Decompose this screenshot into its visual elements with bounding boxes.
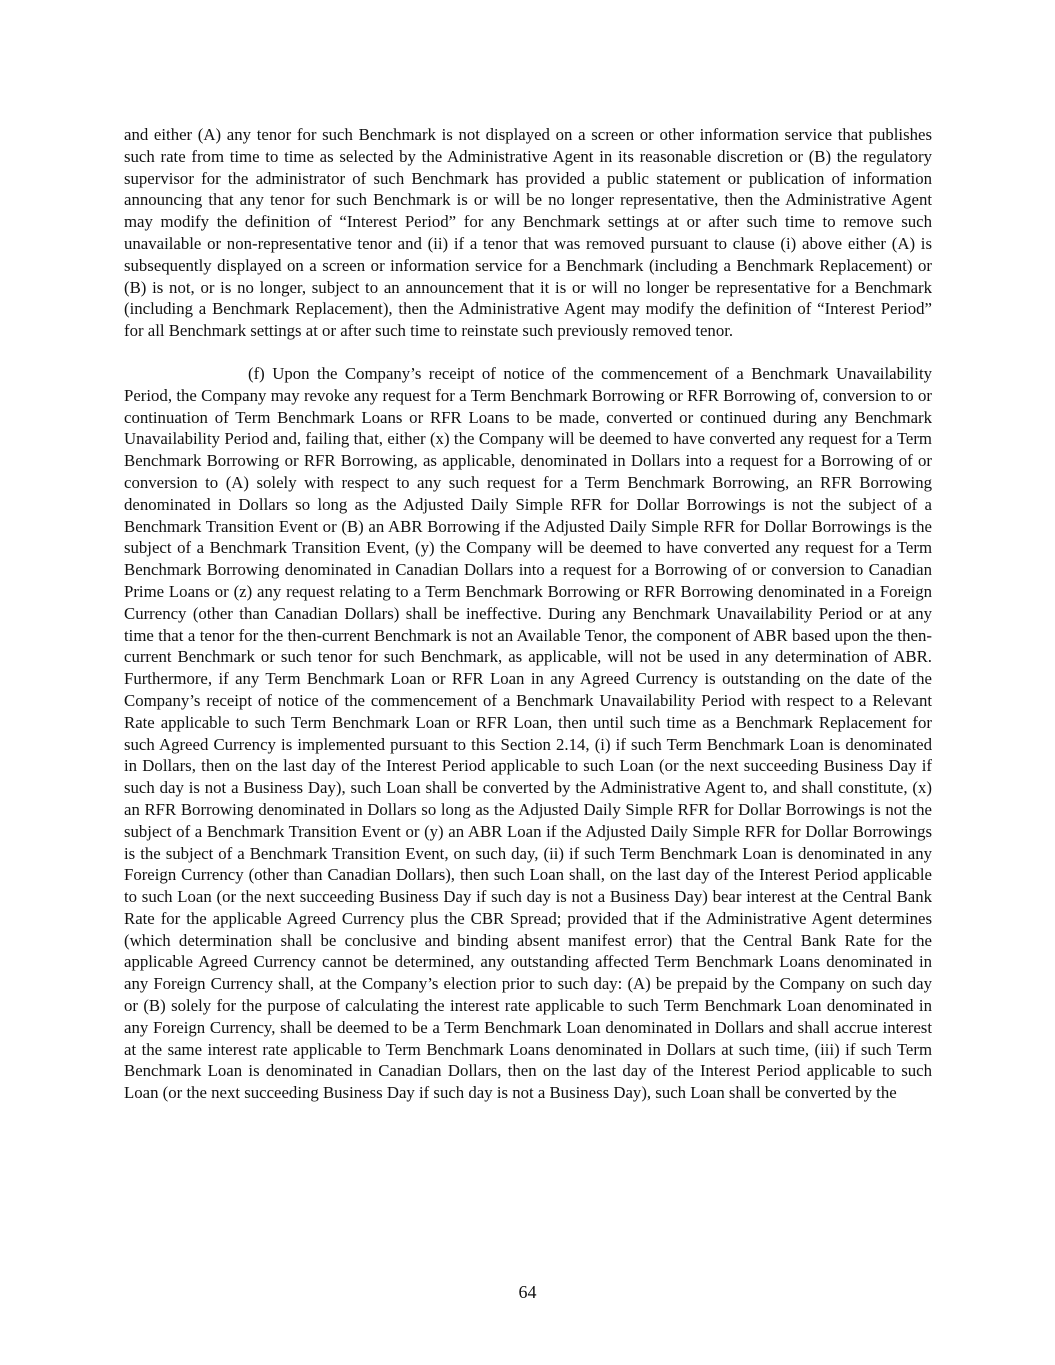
paragraph-interest-period-tenor: and either (A) any tenor for such Benchmark is not displayed on a screen or other information service that publishes such rate from time to time as selected by the Administrative Agent in its reasonable discretion or (B) the regulatory supervisor for the administrator of such Benchmark has provided a public statement or publication of information announcing that any tenor for such Benchmark is or will be no longer representative, then the Administrative Agent may modify the definition of “Interest Period” for any Benchmark settings at or after such time to remove such unavailable or non-representative tenor and (ii) if a tenor that was removed pursuant to clause (i) above either (A) is subsequently displayed on a screen or information service for a Benchmark (including a Benchmark Replacement) or (B) is not, or is no longer, subject to an announcement that it is or will no longer be representative for a Benchmark (including a Benchmark Replacement), then the Administrative Agent may modify the definition of “Interest Period” for all Benchmark settings at or after such time to reinstate such previously removed tenor. [124, 125, 932, 341]
paragraph-f-benchmark-unavailability: (f) Upon the Company’s receipt of notice of the commencement of a Benchmark Unavailability Period, the Company may revoke any request for a Term Benchmark Borrowing or RFR Borrowing of, conversion to or continuation of Term Benchmark Loans or RFR Loans to be made, converted or continued during any Benchmark Unavailability Period and, failing that, either (x) the Company will be deemed to have converted any request for a Term Benchmark Borrowing or RFR Borrowing, as applicable, denominated in Dollars into a request for a Borrowing of or conversion to (A) solely with respect to any such request for a Term Benchmark Borrowing, an RFR Borrowing denominated in Dollars so long as the Adjusted Daily Simple RFR for Dollar Borrowings is not the subject of a Benchmark Transition Event or (B) an ABR Borrowing if the Adjusted Daily Simple RFR for Dollar Borrowings is the subject of a Benchmark Transition Event, (y) the Company will be deemed to have converted any request for a Term Benchmark Borrowing denominated in Canadian Dollars into a request for a Borrowing of or conversion to Canadian Prime Loans or (z) any request relating to a Term Benchmark Borrowing or RFR Borrowing denominated in a Foreign Currency (other than Canadian Dollars) shall be ineffective. During any Benchmark Unavailability Period or at any time that a tenor for the then-current Benchmark is not an Available Tenor, the component of ABR based upon the then-current Benchmark or such tenor for such Benchmark, as applicable, will not be used in any determination of ABR. Furthermore, if any Term Benchmark Loan or RFR Loan in any Agreed Currency is outstanding on the date of the Company’s receipt of notice of the commencement of a Benchmark Unavailability Period with respect to a Relevant Rate applicable to such Term Benchmark Loan or RFR Loan, then until such time as a Benchmark Replacement for such Agreed Currency is implemented pursuant to this Section 2.14, (i) if such Term Benchmark Loan is denominated in Dollars, then on the last day of the Interest Period applicable to such Loan (or the next succeeding Business Day if such day is not a Business Day), such Loan shall be converted by the Administrative Agent to, and shall constitute, (x) an RFR Borrowing denominated in Dollars so long as the Adjusted Daily Simple RFR for Dollar Borrowings is not the subject of a Benchmark Transition Event or (y) an ABR Loan if the Adjusted Daily Simple RFR for Dollar Borrowings is the subject of a Benchmark Transition Event, on such day, (ii) if such Term Benchmark Loan is denominated in any Foreign Currency (other than Canadian Dollars), then such Loan shall, on the last day of the Interest Period applicable to such Loan (or the next succeeding Business Day if such day is not a Business Day) bear interest at the Central Bank Rate for the applicable Agreed Currency plus the CBR Spread; provided that if the Administrative Agent determines (which determination shall be conclusive and binding absent manifest error) that the Central Bank Rate for the applicable Agreed Currency cannot be determined, any outstanding affected Term Benchmark Loans denominated in any Foreign Currency shall, at the Company’s election prior to such day: (A) be prepaid by the Company on such day or (B) solely for the purpose of calculating the interest rate applicable to such Term Benchmark Loan denominated in any Foreign Currency, shall be deemed to be a Term Benchmark Loan denominated in Dollars and shall accrue interest at the same interest rate applicable to Term Benchmark Loans denominated in Dollars at such time, (iii) if such Term Benchmark Loan is denominated in Canadian Dollars, then on the last day of the Interest Period applicable to such Loan (or the next succeeding Business Day if such day is not a Business Day), such Loan shall be converted by the [124, 363, 932, 1103]
document-page [124, 124, 932, 1104]
page-number: 64 [518, 1282, 537, 1302]
